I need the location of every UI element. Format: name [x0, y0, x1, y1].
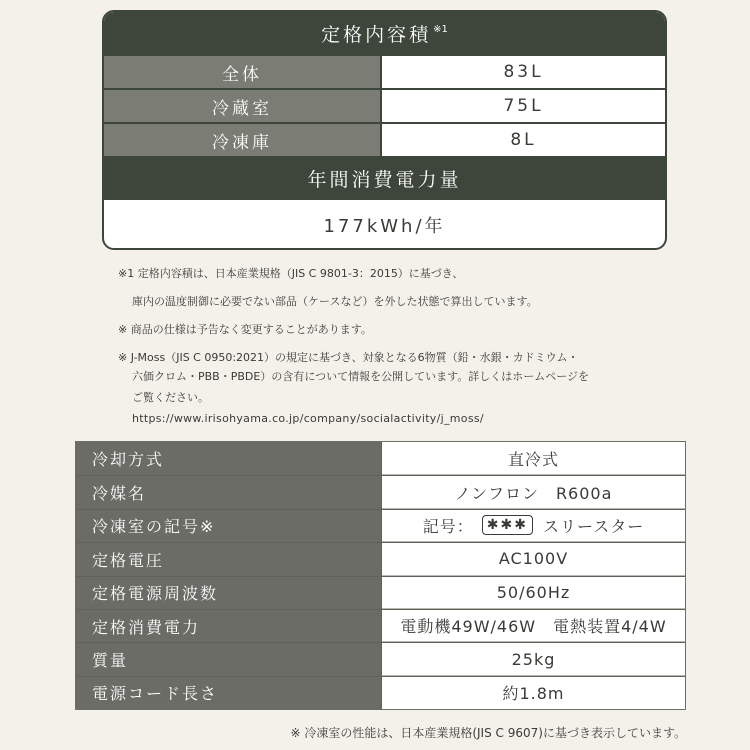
- spec-label: 定格電源周波数: [76, 577, 382, 609]
- table-row: [76, 642, 685, 675]
- note-1-line-2: 庫内の温度制御に必要でない部品（ケースなど）を外した状態で算出しています。: [132, 295, 538, 308]
- spec-label: 冷凍室の記号※: [76, 510, 382, 542]
- spec-value: 直冷式: [382, 442, 685, 475]
- notes: [118, 266, 718, 429]
- capacity-row-freezer: [104, 122, 665, 156]
- capacity-value: 75L: [382, 90, 665, 122]
- spec-value: 25kg: [382, 643, 685, 675]
- spec-label: 冷却方式: [76, 442, 382, 475]
- capacity-label: 全体: [104, 56, 382, 88]
- table-row: [76, 576, 685, 609]
- spec-label: 電源コード長さ: [76, 677, 382, 709]
- table-row: [76, 509, 685, 542]
- capacity-value: 8L: [382, 124, 665, 156]
- spec-label: 質量: [76, 643, 382, 675]
- spec-value: 50/60Hz: [382, 577, 685, 609]
- note-3-line-2: 六価クロム・PBB・PBDE）の含有について情報を公開しています。詳しくはホームページを: [132, 370, 590, 383]
- energy-header: 年間消費電力量: [104, 156, 665, 200]
- capacity-title-mark: ※1: [433, 23, 448, 35]
- spec-value: 電動機49W/46W 電熱装置4/4W: [382, 610, 685, 642]
- spec-value: ノンフロン R600a: [382, 476, 685, 508]
- freezer-symbol-suffix: スリースター: [543, 516, 645, 536]
- spec-value: 約1.8m: [382, 677, 685, 709]
- capacity-label: 冷蔵室: [104, 90, 382, 122]
- three-star-icon: ✱✱✱: [482, 515, 533, 535]
- note-3-line-3: ご覧ください。: [132, 391, 209, 404]
- energy-value: 177kWh/年: [323, 215, 446, 237]
- freezer-symbol-prefix: 記号：: [422, 516, 474, 536]
- spec-label: 定格消費電力: [76, 610, 382, 642]
- table-row: [76, 442, 685, 475]
- note-2: ※ 商品の仕様は予告なく変更することがあります。: [118, 323, 372, 336]
- capacity-label: 冷凍庫: [104, 124, 382, 156]
- note-1-line-1: ※1 定格内容積は、日本産業規格（JIS C 9801-3：2015）に基づき、: [118, 267, 464, 280]
- table-row: [76, 676, 685, 709]
- spec-label: 冷媒名: [76, 476, 382, 508]
- spec-table: [75, 441, 686, 710]
- capacity-row-total: [104, 54, 665, 88]
- table-row: [76, 542, 685, 575]
- capacity-header: [104, 12, 665, 54]
- capacity-row-fridge: [104, 88, 665, 122]
- spec-label: 定格電圧: [76, 543, 382, 575]
- jmoss-url-link[interactable]: https://www.irisohyama.co.jp/company/socialactivity/j_moss/: [132, 412, 484, 425]
- capacity-card: [102, 10, 667, 250]
- spec-value: [382, 510, 685, 542]
- capacity-title: 定格内容積: [321, 23, 432, 46]
- spec-value: AC100V: [382, 543, 685, 575]
- table-row: [76, 475, 685, 508]
- note-3-line-1: ※ J-Moss（JIS C 0950:2021）の規定に基づき、対象となる6物質（鉛・水銀・カドミウム・: [118, 351, 579, 364]
- capacity-value: 83L: [382, 56, 665, 88]
- table-row: [76, 609, 685, 642]
- footnote: ※ 冷凍室の性能は、日本産業規格(JIS C 9607)に基づき表示しています。: [290, 726, 686, 740]
